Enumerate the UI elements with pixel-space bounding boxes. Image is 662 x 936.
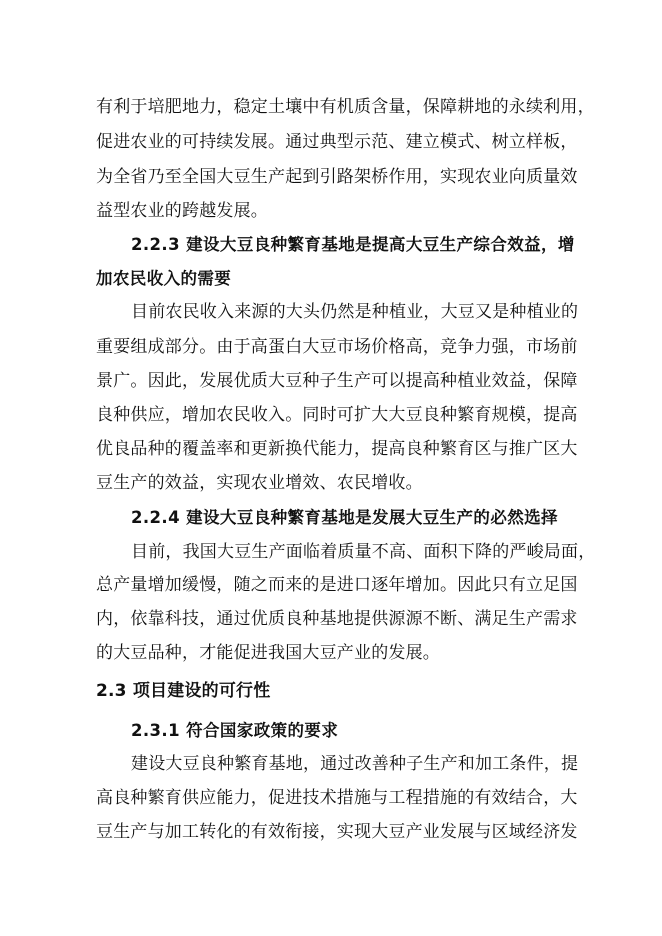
paragraph-2-line-6: 豆生产的效益，实现农业增效、农民增收。 — [96, 473, 423, 493]
heading-2-2-3-line-2: 加农民收入的需要 — [96, 269, 232, 288]
heading-2-3-1: 2.3.1 符合国家政策的要求 — [131, 721, 339, 740]
paragraph-2-line-1: 目前农民收入来源的大头仍然是种植业，大豆又是种植业的 — [131, 302, 579, 322]
heading-2-2-3-line-1: 2.2.3 建设大豆良种繁育基地是提高大豆生产综合效益，增 — [131, 235, 575, 254]
paragraph-1-line-4: 益型农业的跨越发展。 — [96, 201, 268, 221]
paragraph-2-line-5: 优良品种的覆盖率和更新换代能力，提高良种繁育区与推广区大 — [96, 439, 578, 459]
paragraph-3-line-3: 内，依靠科技，通过优质良种基地提供源源不断、满足生产需求 — [96, 609, 578, 629]
paragraph-2-line-3: 景广。因此，发展优质大豆种子生产可以提高种植业效益，保障 — [96, 371, 578, 391]
paragraph-1-line-2: 促进农业的可持续发展。通过典型示范、建立模式、树立样板， — [96, 132, 578, 152]
paragraph-4-line-3: 豆生产与加工转化的有效衔接，实现大豆产业发展与区域经济发 — [96, 822, 578, 842]
paragraph-3-line-2: 总产量增加缓慢，随之而来的是进口逐年增加。因此只有立足国 — [96, 575, 578, 595]
paragraph-4-line-2: 高良种繁育供应能力，促进技术措施与工程措施的有效结合，大 — [96, 788, 578, 808]
heading-2-3: 2.3 项目建设的可行性 — [96, 681, 271, 701]
paragraph-1-line-1: 有利于培肥地力，稳定土壤中有机质含量，保障耕地的永续利用， — [96, 97, 595, 117]
paragraph-1-line-3: 为全省乃至全国大豆生产起到引路架桥作用，实现农业向质量效 — [96, 167, 578, 187]
paragraph-3-line-4: 的大豆品种，才能促进我国大豆产业的发展。 — [96, 643, 440, 663]
paragraph-3-line-1: 目前，我国大豆生产面临着质量不高、面积下降的严峻局面， — [131, 542, 596, 562]
heading-2-2-4: 2.2.4 建设大豆良种繁育基地是发展大豆生产的必然选择 — [131, 508, 558, 527]
paragraph-4-line-1: 建设大豆良种繁育基地，通过改善种子生产和加工条件，提 — [131, 754, 579, 774]
paragraph-2-line-4: 良种供应，增加农民收入。同时可扩大大豆良种繁育规模，提高 — [96, 405, 578, 425]
paragraph-2-line-2: 重要组成部分。由于高蛋白大豆市场价格高，竞争力强，市场前 — [96, 337, 578, 357]
